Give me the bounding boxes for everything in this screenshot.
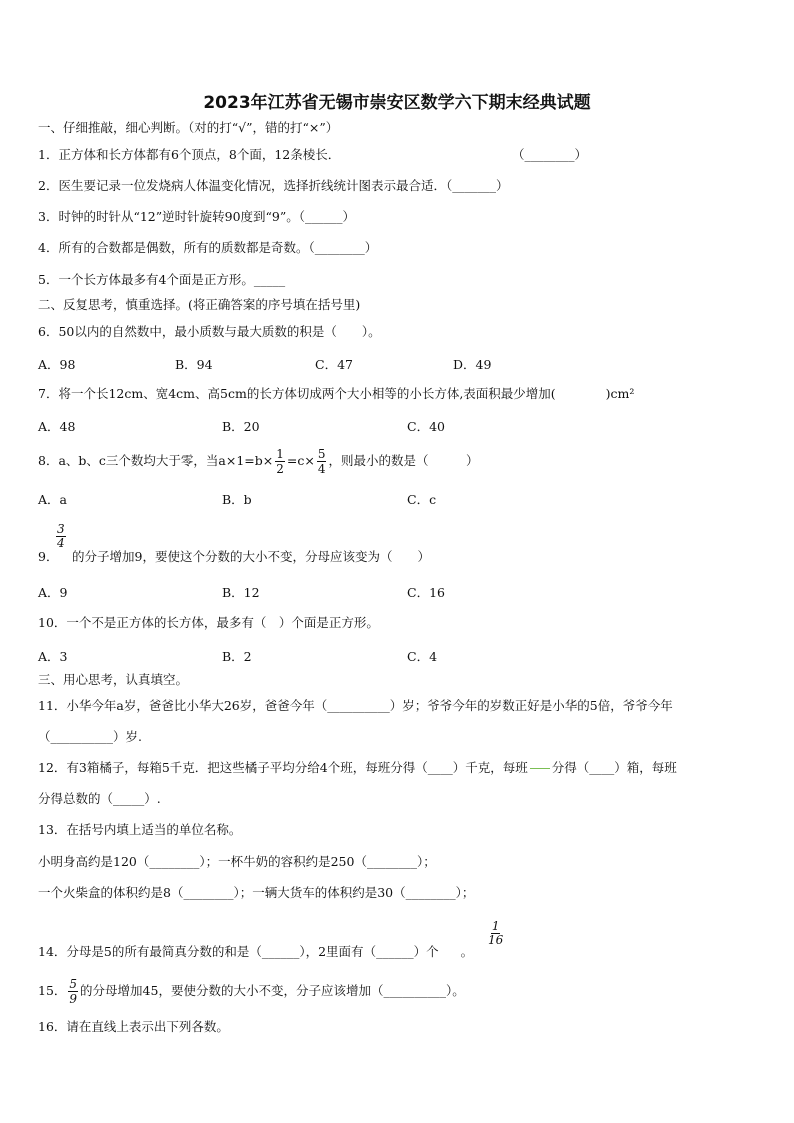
q7-option-a: A．48 [38,419,76,434]
q15-fraction-denominator: 9 [69,991,78,1006]
question-13-line-2: 一个火柴盒的体积约是8（________）；一辆大货车的体积约是30（________）； [38,885,475,900]
section-heading-3: 三、用心思考，认真填空。 [38,672,189,687]
question-6: 6．50以内的自然数中，最小质数与最大质数的积是（ ）。 [38,324,381,339]
question-10: 10．一个不是正方体的长方体，最多有（ ）个面是正方形。 [38,615,379,630]
q9-fraction [56,523,66,550]
q7-option-c: C．40 [407,419,445,434]
question-8-text-b: =c× [286,453,315,468]
question-14 [38,944,473,960]
q8-fraction-2-denominator: 4 [317,461,326,476]
question-11-line-1: 11．小华今年a岁，爸爸比小华大26岁，爸爸今年（__________）岁；爷爷今年的岁数正好是小华的5倍，爷爷今年 [38,698,673,713]
q6-option-b: B．94 [175,357,213,372]
question-7: 7．将一个长12cm、宽4cm、高5cm的长方体切成两个大小相等的小长方体,表面积最少增加( )cm² [38,386,635,401]
q9-option-c: C．16 [407,585,445,600]
question-9: 的分子增加9，要使这个分数的大小不变，分母应该变为（ ） [72,549,430,564]
q8-option-c: C．c [407,492,437,507]
q6-option-d: D．49 [453,357,492,372]
question-12-line-1 [38,760,677,776]
q14-fraction-denominator: 16 [488,933,504,947]
question-15-label: 15． [38,983,67,998]
green-dash-mark [530,768,550,769]
question-8-text-c: ，则最小的数是（ ） [328,453,479,468]
question-11-line-2: （__________）岁. [38,729,142,744]
question-2: 2．医生要记录一位发烧病人体温变化情况，选择折线统计图表示最合适．（_______） [38,178,509,193]
question-8-text-a: 8．a、b、c三个数均大于零，当a×1=b× [38,453,274,468]
question-12-text-a: 12．有3箱橘子，每箱5千克．把这些橘子平均分给4个班，每班分得（____）千克，每班 [38,760,528,775]
q10-option-b: B．2 [222,649,252,664]
q9-fraction-denominator: 4 [57,536,65,550]
q9-option-a: A．9 [38,585,68,600]
question-13: 13．在括号内填上适当的单位名称。 [38,822,242,837]
q8-option-a: A．a [38,492,67,507]
question-5: 5．一个长方体最多有4个面是正方形。_____ [38,272,286,287]
question-4: 4．所有的合数都是偶数，所有的质数都是奇数。（________） [38,240,378,255]
question-16: 16．请在直线上表示出下列各数。 [38,1019,229,1034]
section-heading-1: 一、仔细推敲，细心判断。（对的打“√”，错的打“×”） [38,120,339,135]
q9-fraction-numerator: 3 [57,522,65,536]
q14-fraction-numerator: 1 [491,919,500,933]
q8-fraction-2-numerator: 5 [317,446,326,461]
q10-option-c: C．4 [407,649,438,664]
question-15-text: 的分母增加45，要使分数的大小不变，分子应该增加（__________）。 [80,983,465,998]
q15-fraction-numerator: 5 [69,976,78,991]
q8-fraction-1-numerator: 1 [276,446,284,461]
q7-option-b: B．20 [222,419,260,434]
q6-option-a: A．98 [38,357,76,372]
q8-fraction-2 [317,447,327,476]
q8-fraction-1-denominator: 2 [276,461,284,476]
page-title: 2023年江苏省无锡市崇安区数学六下期末经典试题 [203,93,591,113]
q8-fraction-1 [275,447,285,476]
question-9-label: 9． [38,549,59,564]
q6-option-c: C．47 [315,357,353,372]
question-12-line-2: 分得总数的（_____）. [38,791,161,806]
question-1-blank: （________） [512,147,588,162]
question-12-text-b: 分得（____）箱，每班 [551,760,677,775]
question-13-line-1: 小明身高约是120（________）；一杯牛奶的容积约是250（________）； [38,854,436,869]
q9-option-b: B．12 [222,585,260,600]
section-heading-2: 二、反复思考，慎重选择。(将正确答案的序号填在括号里) [38,297,361,312]
question-3: 3．时钟的时针从“12”逆时针旋转90度到“9”。（______） [38,209,356,224]
question-14-text-b: 。 [460,944,474,959]
q8-option-b: B．b [222,492,252,507]
q15-fraction [68,977,78,1006]
question-15 [38,974,465,1008]
question-14-text-a: 14．分母是5的所有最简真分数的和是（______），2里面有（______）个 [38,944,439,959]
q10-option-a: A．3 [38,649,68,664]
question-8 [38,446,479,476]
question-1: 1．正方体和长方体都有6个顶点，8个面，12条棱长． [38,147,341,162]
q14-fraction [488,920,503,947]
